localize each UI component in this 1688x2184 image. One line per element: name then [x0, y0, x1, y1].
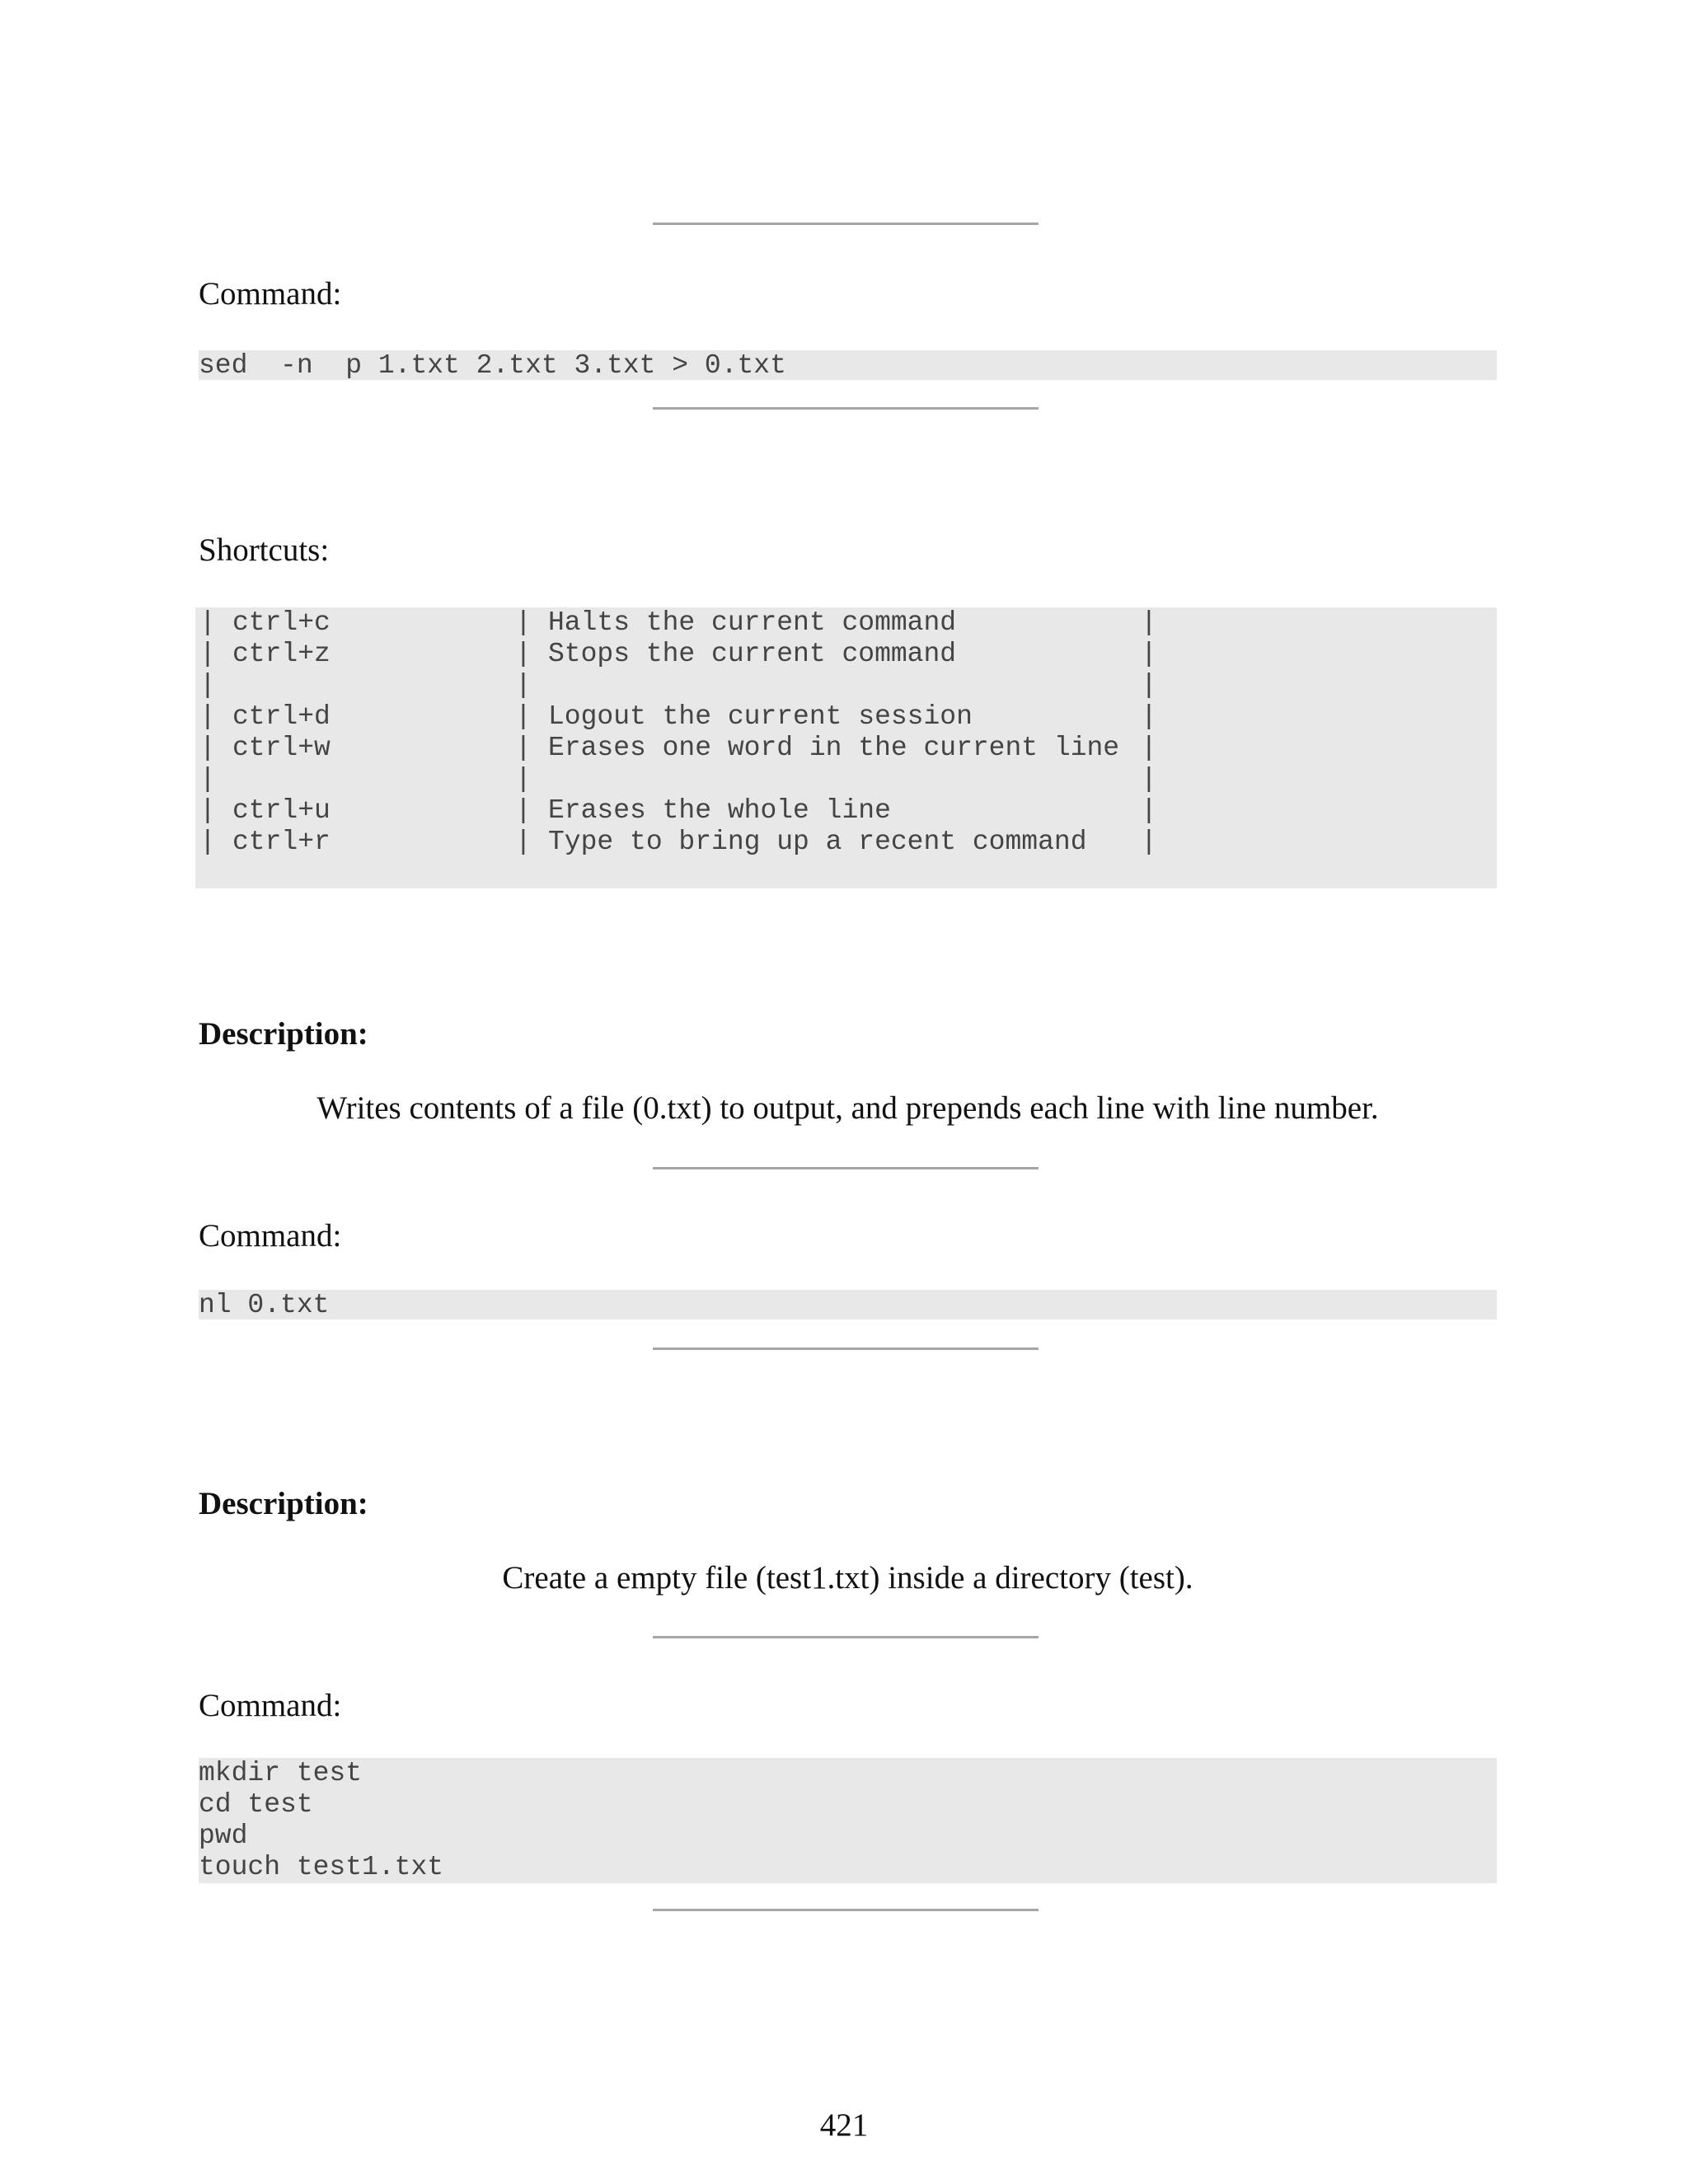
shortcut-separator: |: [199, 607, 216, 638]
shortcut-separator: |: [515, 639, 532, 669]
shortcut-row: [195, 827, 1497, 858]
command-label: Command:: [199, 1218, 342, 1254]
shortcut-row: [195, 733, 1497, 764]
shortcut-key: ctrl+u: [232, 795, 331, 826]
shortcut-description: Type to bring up a recent command: [548, 827, 1087, 857]
section-divider: [653, 223, 1039, 225]
shortcut-separator: |: [515, 607, 532, 638]
shortcut-description: Erases the whole line: [548, 795, 891, 826]
shortcut-separator: |: [515, 764, 532, 794]
shortcut-separator: |: [1141, 795, 1157, 826]
shortcut-separator: |: [199, 827, 216, 857]
shortcut-separator: |: [515, 670, 532, 701]
shortcut-separator: |: [199, 764, 216, 794]
shortcut-description: Stops the current command: [548, 639, 957, 669]
shortcut-row: [195, 670, 1497, 701]
shortcut-separator: |: [1141, 607, 1157, 638]
shortcut-row: [195, 701, 1497, 733]
shortcut-key: ctrl+z: [232, 639, 331, 669]
section-divider: [653, 1909, 1039, 1911]
shortcut-separator: |: [1141, 701, 1157, 732]
description-text: Create a empty file (test1.txt) inside a directory (test).: [502, 1560, 1193, 1596]
shortcut-row: [195, 607, 1497, 639]
command-code-block: sed -n p 1.txt 2.txt 3.txt > 0.txt: [199, 350, 1497, 380]
section-divider: [653, 1636, 1039, 1638]
command-label: Command:: [199, 1688, 342, 1723]
shortcut-row: [195, 639, 1497, 670]
shortcut-separator: |: [515, 733, 532, 763]
shortcuts-table: [195, 607, 1497, 888]
command-label: Command:: [199, 276, 342, 312]
shortcut-separator: |: [515, 795, 532, 826]
shortcut-row: [195, 795, 1497, 827]
command-code-block: nl 0.txt: [199, 1290, 1497, 1319]
shortcut-description: Logout the current session: [548, 701, 973, 732]
shortcut-separator: |: [1141, 764, 1157, 794]
shortcut-separator: |: [1141, 639, 1157, 669]
shortcut-description: Erases one word in the current line: [548, 733, 1120, 763]
shortcut-separator: |: [199, 670, 216, 701]
shortcut-separator: |: [199, 701, 216, 732]
shortcut-key: ctrl+w: [232, 733, 331, 763]
shortcut-separator: |: [199, 733, 216, 763]
shortcut-separator: |: [1141, 827, 1157, 857]
page-number: 421: [819, 2107, 869, 2143]
description-label: Description:: [199, 1016, 368, 1052]
shortcut-key: ctrl+d: [232, 701, 331, 732]
shortcut-description: Halts the current command: [548, 607, 957, 638]
shortcut-key: ctrl+r: [232, 827, 331, 857]
shortcut-separator: |: [1141, 670, 1157, 701]
description-label: Description:: [199, 1486, 368, 1521]
shortcut-row: [195, 764, 1497, 795]
section-divider: [653, 407, 1039, 410]
description-text: Writes contents of a file (0.txt) to output, and prepends each line with line number.: [316, 1090, 1379, 1126]
shortcuts-label: Shortcuts:: [199, 532, 330, 568]
shortcut-key: ctrl+c: [232, 607, 331, 638]
shortcut-separator: |: [199, 795, 216, 826]
shortcut-separator: |: [515, 827, 532, 857]
section-divider: [653, 1347, 1039, 1350]
shortcut-separator: |: [1141, 733, 1157, 763]
section-divider: [653, 1167, 1039, 1169]
shortcut-separator: |: [199, 639, 216, 669]
shortcut-separator: |: [515, 701, 532, 732]
command-code-block: mkdir test cd test pwd touch test1.txt: [199, 1758, 1497, 1883]
